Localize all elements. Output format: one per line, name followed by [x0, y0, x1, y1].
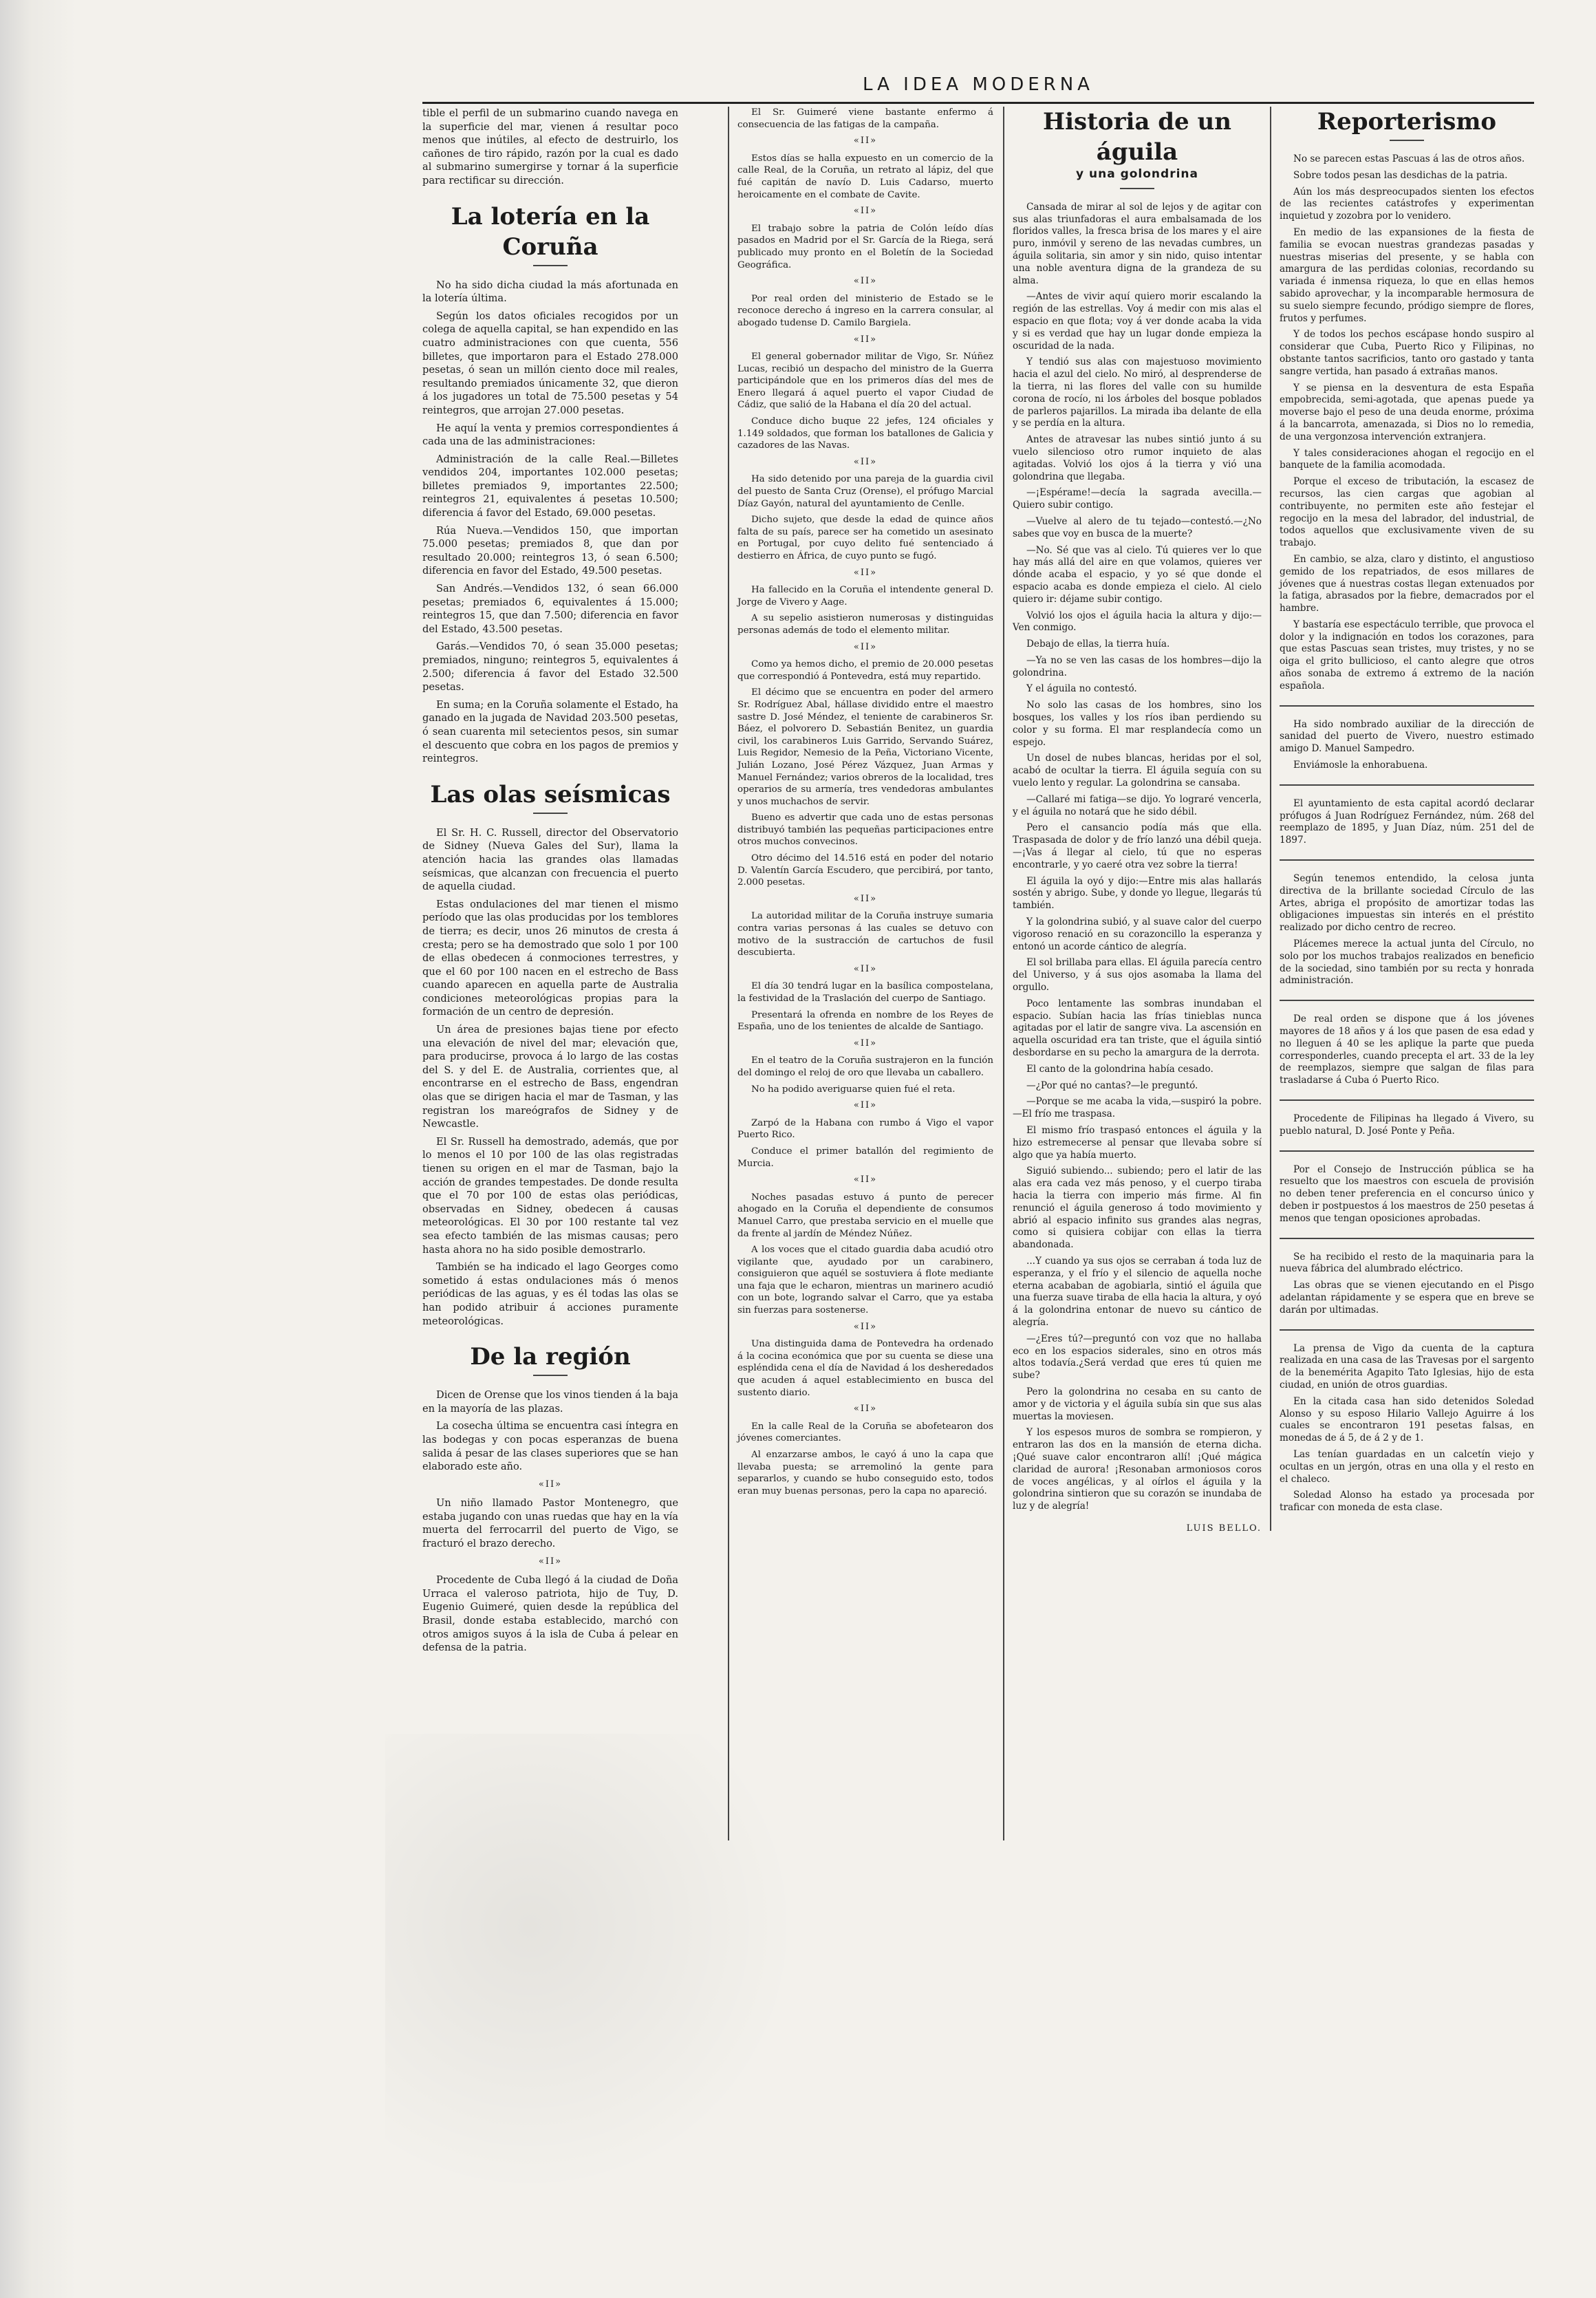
paragraph: El mismo frío traspasó entonces el águila y la hizo estremecerse al pensar que llevaba sobre sí algo que ya había muerto.	[1013, 1124, 1262, 1161]
paragraph: En suma; en la Coruña solamente el Estado, ha ganado en la jugada de Navidad 203.500 pesetas, ó sean cuarenta mil setecientos pesos, sin sumar el descuento que cobra en los pagos de premios y reintegros.	[422, 698, 678, 765]
paragraph: Conduce el primer batallón del regimiento de Murcia.	[737, 1146, 993, 1169]
paragraph: —¡Espérame!—decía la sagrada avecilla.—Quiero subir contigo.	[1013, 487, 1262, 511]
paragraph: —¿Por qué no cantas?—le preguntó.	[1026, 1080, 1198, 1091]
paragraph: Estos días se halla expuesto en un comercio de la calle Real, de la Coruña, un retrato al lápiz, del que fué capitán de navío D. Luis Cadarso, muerto heroicamente en el combate de Cavite.	[737, 153, 993, 200]
paragraph: A su sepelio asistieron numerosas y distinguidas personas además de todo el elemento militar.	[737, 613, 993, 636]
paragraph: Noches pasadas estuvo á punto de perecer ahogado en la Coruña el dependiente de consumos Manuel Carro, que prestaba servicio en el muelle que da frente al jardín de Méndez Núñez.	[737, 1192, 993, 1239]
paragraph: Enviámosle la enhorabuena.	[1293, 760, 1428, 771]
section-rule	[1280, 1150, 1534, 1152]
paragraph: Y tendió sus alas con majestuoso movimiento hacia el azul del cielo. No miró, al desprenderse de la tierra, ni las flores del valle con su humilde corona de rocío, ni los árboles del bosque poblados de parleros pajarillos. La mirada iba delante de ella y se perdía en la altura.	[1013, 356, 1262, 429]
title-rule	[533, 1375, 568, 1376]
separator-ornament: «II»	[538, 1556, 563, 1567]
section-rule	[1280, 705, 1534, 707]
paragraph: La cosecha última se encuentra casi íntegra en las bodegas y con pocas esperanzas de buena salida á pesar de las clases superiores que se han elaborado este año.	[422, 1420, 678, 1473]
paragraph: A los voces que el citado guardia daba acudió otro vigilante que, ayudado por un carabinero, consiguieron que aquél se sostuviera á flote mediante una faja que le echaron, mientras un marinero acudió con un bote, logrando salvar el Carro, que ya estaba sin fuerzas para sostenerse.	[737, 1245, 993, 1316]
paragraph: Las tenían guardadas en un calcetín viejo y ocultas en un jergón, otras en una olla y el resto en el chaleco.	[1280, 1448, 1534, 1485]
paragraph: No solo las casas de los hombres, sino los bosques, los valles y los ríos iban perdiendo su color y su forma. El mar resplandecía como un espejo.	[1013, 700, 1262, 748]
paragraph: Estas ondulaciones del mar tienen el mismo período que las olas producidas por los temblores de tierra; es decir, unos 26 minutos de cresta á cresta; pero se ha demostrado que solo 1 por 100 de ellas obedecen á conmociones terrestres, y que el 60 por 100 nacen en el estrecho de Bass cuando aparecen en aquella parte de Australia condiciones meteorológicas propias para la formación de un centro de depresión.	[422, 898, 678, 1018]
paragraph: En cambio, se alza, claro y distinto, el angustioso gemido de los repatriados, de esos millares de jóvenes que á nuestras costas llegan extenuados por la fatiga, abrasados por la fiebre, demacrados por el hambre.	[1280, 553, 1534, 614]
title-rule	[533, 813, 568, 814]
paragraph: Según los datos oficiales recogidos por un colega de aquella capital, se han expendido en las cuatro administraciones con que cuenta, 556 billetes, que importaron para el Estado 278.000 pesetas, ó sean un millón ciento doce mil reales, resultando premiados únicamente 32, que dieron á los jugadores un total de 75.500 pesetas y 54 reintegros, que arrojan 27.000 pesetas.	[422, 310, 678, 416]
paragraph: Rúa Nueva.—Vendidos 150, que importan 75.000 pesetas; premiados 8, que dan por resultado 20.000; reintegros 13, ó sean 6.500; diferencia en favor del Estado, 49.500 pesetas.	[422, 524, 678, 577]
paragraph: Las obras que se vienen ejecutando en el Pisgo adelantan rápidamente y se espera que en breve se darán por ultimadas.	[1280, 1280, 1534, 1316]
paragraph: Conduce dicho buque 22 jefes, 124 oficiales y 1.149 soldados, que forman los batallones de Galicia y cazadores de las Navas.	[737, 416, 993, 451]
paragraph: Y los espesos muros de sombra se rompieron, y entraron las dos en la mansión de eterna dicha. ¡Qué suave calor encontraron allí! ¡Qué mágica claridad de aurora! ¡Resonaban armoniosos coros de voces angélicas, y al oírlos el águila y la golondrina sintieron que su corazón se inundaba de luz y de alegría!	[1013, 1427, 1262, 1512]
paragraph: —Ya no se ven las casas de los hombres—dijo la golondrina.	[1013, 654, 1262, 678]
section-rule	[1280, 784, 1534, 786]
paragraph: Poco lentamente las sombras inundaban el espacio. Subían hacia las frías tinieblas nunca agitadas por el latir de sangre viva. La ascensión en aquella oscuridad era tan triste, que el águila sintió desbordarse en su pecho la amargura de la derrota.	[1013, 998, 1262, 1058]
paragraph: Y se piensa en la desventura de esta España empobrecida, semi-agotada, que apenas puede ya moverse bajo el peso de una deuda enorme, próxima á la bancarrota, amenazada, si Dios no lo remedia, de una vergonzosa intervención extranjera.	[1280, 382, 1534, 442]
paragraph: El día 30 tendrá lugar en la basílica compostelana, la festividad de la Traslación del cuerpo de Santiago.	[737, 981, 993, 1004]
paragraph: El general gobernador militar de Vigo, Sr. Núñez Lucas, recibió un despacho del ministro de la Guerra participándole que en los primeros días del mes de Enero llegará á aquel puerto el vapor Ciudad de Cádiz, que salió de la Habana el día 20 del actual.	[737, 352, 993, 411]
paragraph: Otro décimo del 14.516 está en poder del notario D. Valentín García Escudero, que percibirá, por tanto, 2.000 pesetas.	[737, 853, 993, 888]
paragraph: El ayuntamiento de esta capital acordó declarar prófugos á Juan Rodríguez Fernández, núm. 268 del reemplazo de 1895, y Juan Díaz, núm. 251 del de 1897.	[1280, 797, 1534, 846]
masthead-rule	[422, 102, 1534, 104]
separator-ornament: «II»	[538, 1479, 563, 1490]
paragraph: He aquí la venta y premios correspondientes á cada una de las administraciones:	[422, 422, 678, 448]
paragraph: De real orden se dispone que á los jóvenes mayores de 18 años y á los que pasen de esa edad y no lleguen á 40 se les aplique la parte que pueda corresponderles, cuando precepta el art. 33 de la ley de reemplazos, siempre que salgan de filas para trasladarse á Cuba ó Puerto Rico.	[1280, 1013, 1534, 1086]
paragraph: En la citada casa han sido detenidos Soledad Alonso y su esposo Hilario Vallejo Aguirre á los cuales se encontraron 191 pesetas falsas, en monedas de á 5, de á 2 y de 1.	[1280, 1395, 1534, 1444]
loteria-title: La lotería en la Coruña	[451, 202, 650, 261]
separator-ornament: «II»	[853, 963, 878, 974]
paragraph: Administración de la calle Real.—Billetes vendidos 204, importantes 102.000 pesetas; billetes premiados 9, importantes 22.500; reintegros 21, equivalentes á pesetas 10.500; diferencia á favor del Estado, 69.000 pesetas.	[422, 453, 678, 519]
paragraph: Aún los más despreocupados sienten los efectos de las recientes catástrofes y experimentan inquietud y zozobra por lo venidero.	[1280, 186, 1534, 222]
paragraph: Soledad Alonso ha estado ya procesada por traficar con moneda de esta clase.	[1280, 1490, 1534, 1514]
paragraph: Y de todos los pechos escápase hondo suspiro al considerar que Cuba, Puerto Rico y Filipinas, no obstante tantos sacrificios, tanto oro gastado y tanta sangre vertida, han pasado á extrañas manos.	[1280, 329, 1534, 377]
separator-ornament: «II»	[853, 567, 878, 578]
separator-ornament: «II»	[853, 893, 878, 904]
paragraph: El trabajo sobre la patria de Colón leído días pasados en Madrid por el Sr. García de la Riega, será publicado muy pronto en el Boletín de la Sociedad Geográfica.	[737, 223, 993, 270]
separator-ornament: «II»	[853, 136, 878, 147]
paragraph: Presentará la ofrenda en nombre de los Reyes de España, uno de los tenientes de alcalde de Santiago.	[737, 1009, 993, 1033]
paragraph: No ha podido averiguarse quien fué el reta.	[751, 1084, 956, 1095]
paragraph: —Vuelve al alero de tu tejado—contestó.—¿No sabes que voy en busca de la muerte?	[1013, 515, 1262, 539]
author-signature: LUIS BELLO.	[1186, 1523, 1262, 1534]
paragraph: San Andrés.—Vendidos 132, ó sean 66.000 pesetas; premiados 6, equivalentes á 15.000; reintegros 15, que dan 7.500; diferencia en favor del Estado, 43.500 pesetas.	[422, 583, 678, 635]
paragraph: La autoridad militar de la Coruña instruye sumaria contra varias personas á las cuales se detuvo con motivo de la sustracción de cartuchos de fusil descubierta.	[737, 911, 993, 958]
aguila-subtitle: y una golondrina	[1075, 167, 1198, 181]
paragraph: El Sr. Russell ha demostrado, además, que por lo menos el 10 por 100 de las olas registradas tienen su origen en el mar de Tasman, bajo la acción de grandes tempestades. De donde resulta que el 70 por 100 de estas olas periódicas, observadas en Sidney, obedecen á causas meteorológicas. El 30 por 100 restante tal vez sea efecto también de las mismas causas; pero hasta ahora no ha sido posible demostrarlo.	[422, 1135, 678, 1256]
paragraph: Ha sido nombrado auxiliar de la dirección de sanidad del puerto de Vivero, nuestro estimado amigo D. Manuel Sampedro.	[1280, 718, 1534, 755]
paragraph: Un dosel de nubes blancas, heridas por el sol, acabó de ocultar la tierra. El águila seguía con su vuelo lento y regular. La golondrina se cansaba.	[1013, 753, 1262, 789]
paragraph: Bueno es advertir que cada uno de estas personas distribuyó también las pequeñas participaciones entre otros muchos convecinos.	[737, 813, 993, 848]
section-rule	[1280, 859, 1534, 861]
separator-ornament: «II»	[853, 206, 878, 217]
separator-ornament: «II»	[853, 276, 878, 287]
title-rule	[533, 265, 568, 266]
paragraph: Dicen de Orense que los vinos tienden á la baja en la mayoría de las plazas.	[422, 1389, 678, 1415]
masthead: LA IDEA MODERNA	[863, 74, 1094, 95]
paragraph: Plácemes merece la actual junta del Círculo, no solo por los muchos trabajos realizados en beneficio de la sociedad, sino también por su recta y honrada administración.	[1280, 938, 1534, 987]
paragraph: El Sr. H. C. Russell, director del Observatorio de Sidney (Nueva Gales del Sur), llama la atención hacia las grandes olas llamadas seísmicas, que alcanzan con frecuencia el puerto de aquella ciudad.	[422, 826, 678, 893]
olas-title: Las olas seísmicas	[430, 780, 671, 808]
column-3	[1013, 107, 1262, 1535]
column-separator	[728, 107, 729, 1840]
paragraph: Zarpó de la Habana con rumbo á Vigo el vapor Puerto Rico.	[737, 1117, 993, 1141]
paragraph: Y la golondrina subió, y al suave calor del cuerpo vigoroso renació en su corazoncillo la esperanza y entonó un acorde cántico de alegría.	[1013, 916, 1262, 952]
title-rule	[1120, 188, 1154, 189]
paragraph: Dicho sujeto, que desde la edad de quince años falta de su país, parece ser ha cometido un asesinato en Portugal, por cuyo delito fué sentenciado á destierro en África, de cuyo punto se fugó.	[737, 515, 993, 561]
separator-ornament: «II»	[853, 1038, 878, 1049]
section-rule	[1280, 1238, 1534, 1239]
paragraph: Al enzarzarse ambos, le cayó á uno la capa que llevaba puesta; se arremolinó la gente para separarlos, y cuando se hubo conseguido esto, todos eran muy buenas personas, pero la capa no apareció.	[737, 1450, 993, 1496]
reporterismo-title: Reporterismo	[1317, 108, 1497, 136]
separator-ornament: «II»	[853, 1174, 878, 1185]
paper-stain	[385, 1734, 867, 2215]
column-4	[1280, 107, 1534, 1518]
paragraph: —No. Sé que vas al cielo. Tú quieres ver lo que hay más allá del aire en que volamos, quieres ver dónde acaba el espacio, y yo sé que donde el espacio acaba es donde empieza el cielo. Al cielo quiero ir: déjame subir contigo.	[1013, 544, 1262, 605]
paragraph: Procedente de Cuba llegó á la ciudad de Doña Urraca el valeroso patriota, hijo de Tuy, D. Eugenio Guimeré, quien desde la república del Brasil, donde estaba establecido, marchó con otros amigos suyos á la isla de Cuba á pelear en defensa de la patria.	[422, 1574, 678, 1654]
paragraph: El sol brillaba para ellas. El águila parecía centro del Universo, y á sus ojos asomaba la llama del orgullo.	[1013, 957, 1262, 994]
paragraph: —Antes de vivir aquí quiero morir escalando la región de las estrellas. Voy á medir con mis alas el espacio en que flota; voy á ver donde acaba la vida y si es verdad que hay un lugar donde empieza la oscuridad de la nada.	[1013, 291, 1262, 352]
column-separator	[1270, 107, 1271, 1531]
paragraph: Pero el cansancio podía más que ella. Traspasada de dolor y de frío lanzó una débil queja.—¡Vas á llegar al cielo, tú que no esperas encontrarle, y yo caeré otra vez sobre la tierra!	[1013, 822, 1262, 870]
paragraph: Ha sido detenido por una pareja de la guardia civil del puesto de Santa Cruz (Orense), el prófugo Marcial Díaz Gayón, natural del ayuntamiento de Cenlle.	[737, 474, 993, 509]
section-rule	[1280, 1000, 1534, 1001]
section-rule	[1280, 1329, 1534, 1331]
paragraph: ...Y cuando ya sus ojos se cerraban á toda luz de esperanza, y el frío y el silencio de aquella noche eterna acababan de agobiarla, sintió el águila que una fuerza suave tiraba de ella hacia la altura, y oyó á la golondrina entonar de nuevo su cántico de alegría.	[1013, 1255, 1262, 1328]
paragraph: Antes de atravesar las nubes sintió junto á su vuelo silencioso otro rumor inquieto de alas agitadas. Volvió los ojos á la tierra y vió una golondrina que llegaba.	[1013, 434, 1262, 482]
paragraph: Debajo de ellas, la tierra huía.	[1026, 638, 1170, 650]
paragraph: No se parecen estas Pascuas á las de otros años.	[1293, 153, 1525, 164]
paragraph: Por el Consejo de Instrucción pública se ha resuelto que los maestros con escuela de provisión no deben tener preferencia en el concurso único y deben ir postpuestos á los maestros de 250 pesetas á menos que tengan oposiciones aprobadas.	[1280, 1163, 1534, 1224]
paragraph: —Callaré mi fatiga—se dijo. Yo lograré vencerla, y el águila no notará que he sido débil.	[1013, 793, 1262, 817]
paragraph: Ha fallecido en la Coruña el intendente general D. Jorge de Vivero y Aage.	[737, 585, 993, 608]
aguila-title: Historia de un águila	[1043, 108, 1231, 166]
paragraph: Porque el exceso de tributación, la escasez de recursos, las cien cargas que agobian al contribuyente, no permiten este año festejar el regocijo en la mesa del labrador, del industrial, de todos aquellos que exclusivamente viven de su trabajo.	[1280, 476, 1534, 549]
paragraph: Se ha recibido el resto de la maquinaria para la nueva fábrica del alumbrado eléctrico.	[1280, 1251, 1534, 1275]
column-separator	[1003, 107, 1004, 1840]
section-rule	[1280, 1099, 1534, 1101]
paragraph: Como ya hemos dicho, el premio de 20.000 pesetas que correspondió á Pontevedra, está muy repartido.	[737, 659, 993, 682]
paragraph: El Sr. Guimeré viene bastante enfermo á consecuencia de las fatigas de la campaña.	[737, 107, 993, 130]
paragraph: Y tales consideraciones ahogan el regocijo en el banquete de la familia acomodada.	[1280, 447, 1534, 471]
separator-ornament: «II»	[853, 1404, 878, 1415]
separator-ornament: «II»	[853, 1321, 878, 1332]
separator-ornament: «II»	[853, 334, 878, 345]
paragraph: El águila la oyó y dijo:—Entre mis alas hallarás sostén y abrigo. Sube, y donde yo llegue, llegarás tú también.	[1013, 875, 1262, 912]
binding-shadow	[0, 0, 76, 2298]
paragraph: —¿Eres tú?—preguntó con voz que no hallaba eco en los espacios siderales, sino en otros más altos todavía.¿Será verdad que eres tú quien me sube?	[1013, 1333, 1262, 1382]
paragraph: En medio de las expansiones de la fiesta de familia se evocan nuestras grandezas pasadas y nuestras miserias del presente, y se habla con amargura de las perdidas colonias, recordando su variada é inmensa riqueza, lo que en ellas hemos sabido aprovechar, y la incomparable hermosura de su suelo siempre fecundo, pródigo siempre de flores, frutos y perfumes.	[1280, 226, 1534, 324]
separator-ornament: «II»	[853, 456, 878, 467]
paragraph: La prensa de Vigo da cuenta de la captura realizada en una casa de las Travesas por el sargento de la benemérita Agapito Tato Iglesias, hijo de esta ciudad, en unión de otros guardias.	[1280, 1342, 1534, 1390]
column-2	[737, 107, 993, 1501]
column-1	[422, 107, 678, 1659]
paragraph: Siguió subiendo... subiendo; pero el latir de las alas era cada vez más penoso, y el cuerpo tiraba hacia la tierra con imperio más firme. Al fin renunció el águila generoso á todo movimiento y abrió al espacio infinito sus grandes alas negras, como si quisiera cobijar con ellas la tierra abandonada.	[1013, 1166, 1262, 1251]
separator-ornament: «II»	[853, 1100, 878, 1111]
separator-ornament: «II»	[853, 641, 878, 652]
paragraph: Cansada de mirar al sol de lejos y de agitar con sus alas triunfadoras el aura embalsamada de los floridos valles, la fresca brisa de los mares y el aire puro, inmóvil y sereno de las nevadas cumbres, un águila solitaria, sin amor y sin nido, quiso intentar una noble aventura digna de la grandeza de su alma.	[1013, 201, 1262, 286]
paragraph: Un niño llamado Pastor Montenegro, que estaba jugando con unas ruedas que hay en la vía muerta del ferrocarril del puerto de Vigo, se fracturó el brazo derecho.	[422, 1497, 678, 1550]
paragraph: Pero la golondrina no cesaba en su canto de amor y de victoria y el águila subía sin que sus alas muertas la moviesen.	[1013, 1386, 1262, 1422]
paragraph: No ha sido dicha ciudad la más afortunada en la lotería última.	[422, 279, 678, 305]
paragraph: El canto de la golondrina había cesado.	[1026, 1063, 1214, 1075]
paragraph: —Porque se me acaba la vida,—suspiró la pobre.—El frío me traspasa.	[1013, 1096, 1262, 1120]
paragraph: Y bastaría ese espectáculo terrible, que provoca el dolor y la indignación en todos los corazones, para que estas Pascuas sean tristes, muy tristes, y no se oiga el grito bullicioso, el canto alegre que otros años sonaba de extremo á extremo de la nación española.	[1280, 619, 1534, 691]
paragraph: Y el águila no contestó.	[1026, 683, 1137, 695]
region-title: De la región	[470, 1343, 631, 1371]
paragraph: Una distinguida dama de Pontevedra ha ordenado á la cocina económica que por su cuenta se diese una espléndida cena el día de Navidad á los desheredados que acuden á aquel establecimiento en busca del sustento diario.	[737, 1339, 993, 1398]
paragraph: El décimo que se encuentra en poder del armero Sr. Rodríguez Abal, hállase dividido entre el maestro sastre D. José Méndez, el teniente de carabineros Sr. Báez, el polvorero D. Sebastián Benitez, un guardia civil, los carabineros Luis Garrido, Servando Suárez, Luis Regidor, Nemesio de la Peña, Victoriano Vicente, Julián Lozano, José Pérez Vázquez, Juan Armas y Manuel Fernández; varios obreros de la localidad, tres operarios de su armería, tres vendedoras ambulantes y unos muchachos de servir.	[737, 687, 993, 807]
paragraph: Volvió los ojos el águila hacia la altura y dijo:—Ven conmigo.	[1013, 610, 1262, 634]
paragraph: En la calle Real de la Coruña se abofetearon dos jóvenes comerciantes.	[737, 1421, 993, 1444]
paragraph: Sobre todos pesan las desdichas de la patria.	[1293, 169, 1508, 181]
paragraph: Procedente de Filipinas ha llegado á Vivero, su pueblo natural, D. José Ponte y Peña.	[1280, 1113, 1534, 1137]
paragraph: Garás.—Vendidos 70, ó sean 35.000 pesetas; premiados, ninguno; reintegros 5, equivalentes á 2.500; diferencia á favor del Estado 32.500 pesetas.	[422, 641, 678, 694]
paragraph: También se ha indicado el lago Georges como sometido á estas ondulaciones más ó menos periódicas de las aguas, y es él todas las olas se han podido atribuir á acciones puramente meteorológicas.	[422, 1261, 678, 1327]
paragraph: Un área de presiones bajas tiene por efecto una elevación de nivel del mar; elevación que, para producirse, provoca á lo largo de las costas del S. y del E. de Australia, corrientes que, al encontrarse en el estrecho de Bass, engendran olas que se dirigen hacia el mar de Tasman, y las registran los mareógrafos de Sidney y de Newcastle.	[422, 1024, 678, 1130]
paragraph: En el teatro de la Coruña sustrajeron en la función del domingo el reloj de oro que llevaba un caballero.	[737, 1055, 993, 1078]
paragraph: Según tenemos entendido, la celosa junta directiva de la brillante sociedad Círculo de las Artes, abriga el propósito de amortizar todas las obligaciones impuestas sin interés en el préstito realizado por dicho centro de recreo.	[1280, 873, 1534, 934]
submarine-text: tible el perfil de un submarino cuando navega en la superficie del mar, vienen á resultar poco menos que inútiles, al efecto de destruirlo, los cañones de tiro rápido, razón por la cual es dado al submarino sumergirse y tornar á la superficie para rectificar su dirección.	[422, 107, 678, 186]
title-rule	[1390, 140, 1424, 141]
paragraph: Por real orden del ministerio de Estado se le reconoce derecho á ingreso en la carrera consular, al abogado tudense D. Camilo Bargiela.	[737, 293, 993, 328]
